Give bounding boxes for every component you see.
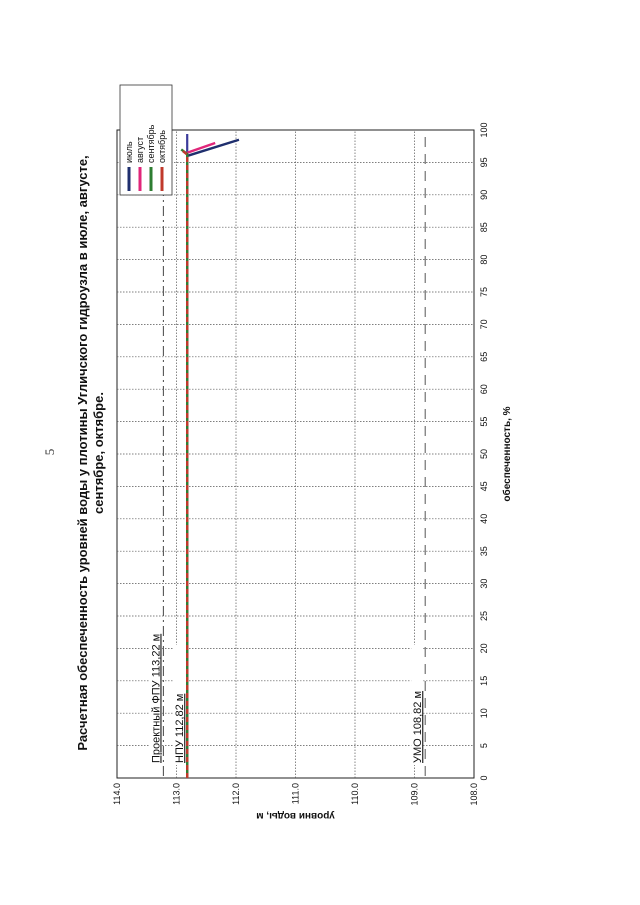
reference-line-label: УМО 108,82 м [412,690,425,763]
series-line-июль [187,140,239,778]
x-tick-label: 95 [479,157,489,168]
x-tick-label: 60 [479,384,489,395]
y-tick-label: 112.0 [231,783,241,805]
y-tick-label: 113.0 [171,783,182,805]
x-tick-label: 5 [479,743,489,749]
y-axis-title: уровни воды, м [256,810,335,821]
legend-label: сентябрь [146,124,156,163]
x-tick-label: 75 [479,286,489,298]
series-lines [181,140,239,778]
x-tick-label: 0 [479,775,489,781]
x-tick-label: 85 [479,222,489,233]
chart-title-line-2: сентябре, октябре. [91,392,106,514]
y-tick-label: 111.0 [290,783,301,805]
series-line-август [187,143,215,778]
x-tick-label: 30 [479,578,489,589]
legend [120,85,172,195]
x-tick-label: 65 [479,351,489,362]
chart-title-line-1: Расчетная обеспеченность уровней воды у плотины Угличского гидроузла в июле, августе, [75,155,90,751]
y-tick-label: 109.0 [409,783,420,806]
legend-label: июль [124,141,134,163]
legend-label: август [135,136,145,163]
x-tick-label: 70 [479,319,489,330]
x-tick-label: 100 [479,122,489,138]
x-axis-title: обеспеченность, % [502,406,513,502]
x-tick-label: 55 [479,416,489,427]
reference-lines [149,134,425,776]
page-number: 5 [42,448,57,456]
x-tick-label: 50 [479,448,489,460]
reference-line-label: Проектный ФПУ 113,22 м [150,633,163,763]
x-tick-label: 10 [479,708,489,719]
x-tick-label: 80 [479,254,489,265]
x-tick-label: 40 [479,513,489,524]
x-tick-label: 45 [479,481,489,492]
y-tick-label: 110.0 [350,783,360,805]
reference-line-label: НПУ 112,82 м [174,693,187,763]
x-tick-label: 20 [479,643,489,654]
x-tick-label: 25 [479,610,489,622]
x-tick-label: 35 [479,546,489,557]
legend-label: октябрь [157,130,167,163]
x-tick-label: 15 [479,675,489,686]
y-tick-label: 108.0 [469,783,479,806]
tick-labels [112,122,489,805]
y-tick-label: 114.0 [112,783,122,805]
x-tick-label: 90 [479,189,489,200]
